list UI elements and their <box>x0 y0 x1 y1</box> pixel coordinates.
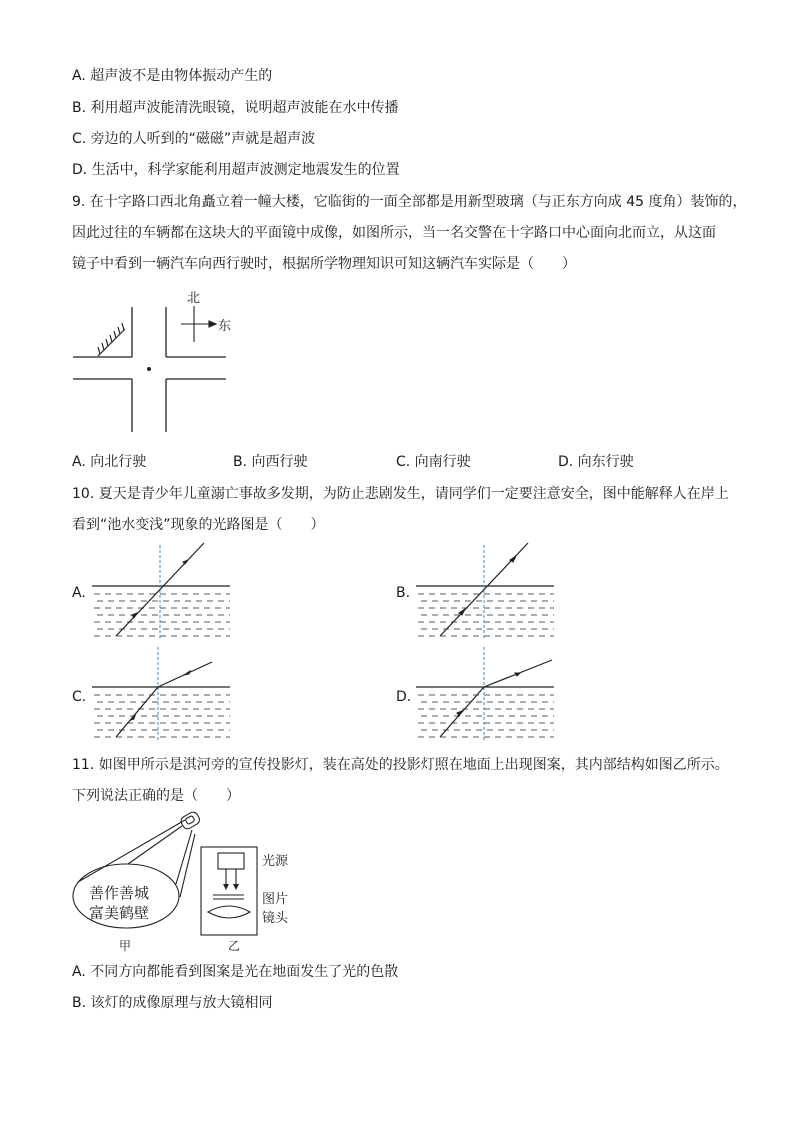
lens-label: 镜头 <box>262 911 289 926</box>
q10-option-d-label: D. <box>396 689 412 705</box>
q9-stem-line2: 因此过往的车辆都在这块大的平面镜中成像，如图所示，当一名交警在十字路口中心面向北而立，从这面 <box>72 225 716 241</box>
q10-option-b-label: B. <box>396 585 411 601</box>
q9-intersection-diagram <box>60 285 260 440</box>
q10-diagram-d <box>416 645 558 745</box>
q8-option-b: B. 利用超声波能清洗眼镜，说明超声波能在水中传播 <box>72 100 399 116</box>
q11-option-a: A. 不同方向都能看到图案是光在地面发生了光的色散 <box>72 964 399 980</box>
q9-option-d: D. 向东行驶 <box>558 454 634 470</box>
north-label: 北 <box>187 291 201 306</box>
compass <box>181 306 216 342</box>
q9-stem-line3: 镜子中看到一辆汽车向西行驶时，根据所学物理知识可知这辆汽车实际是（ ） <box>72 256 576 272</box>
caption-yi: 乙 <box>228 939 241 953</box>
q8-option-a: A. 超声波不是由物体振动产生的 <box>72 68 273 84</box>
q8-option-d: D. 生活中，科学家能利用超声波测定地震发生的位置 <box>72 162 400 178</box>
q10-diagram-b <box>416 540 558 644</box>
picture-label: 图片 <box>262 892 289 907</box>
light-source-label: 光源 <box>262 854 289 869</box>
projected-text-line2: 富美鹤壁 <box>89 904 150 922</box>
q10-stem-line2: 看到“池水变浅”现象的光路图是（ ） <box>72 517 325 533</box>
q10-option-a-label: A. <box>72 585 86 601</box>
east-label: 东 <box>218 319 232 334</box>
q9-stem-line1: 9. 在十字路口西北角矗立着一幢大楼，它临街的一面全部都是用新型玻璃（与正东方向成 45 度角）装饰的， <box>72 194 747 210</box>
q10-diagram-a <box>92 540 234 644</box>
mirror-glass <box>98 323 125 356</box>
projected-text-line1: 善作善城 <box>89 884 150 902</box>
q10-stem-line1: 10. 夏天是青少年儿童溺亡事故多发期，为防止悲剧发生，请同学们一定要注意安全，图中能解释人在岸上 <box>72 486 729 502</box>
q11-option-b: B. 该灯的成像原理与放大镜相同 <box>72 995 273 1011</box>
q11-stem-line2: 下列说法正确的是（ ） <box>72 788 240 804</box>
traffic-officer-dot <box>147 367 151 371</box>
q9-option-a: A. 向北行驶 <box>72 454 147 470</box>
q8-option-c: C. 旁边的人听到的“磁磁”声就是超声波 <box>72 131 316 147</box>
q11-projector-diagram <box>65 806 305 958</box>
q10-option-c-label: C. <box>72 689 87 705</box>
q9-option-c: C. 向南行驶 <box>396 454 471 470</box>
q10-diagram-c <box>92 645 234 745</box>
caption-jia: 甲 <box>119 939 132 953</box>
q9-option-b: B. 向西行驶 <box>233 454 308 470</box>
q11-stem-line1: 11. 如图甲所示是淇河旁的宣传投影灯，装在高处的投影灯照在地面上出现图案，其内部结构如图乙所示。 <box>72 757 729 773</box>
